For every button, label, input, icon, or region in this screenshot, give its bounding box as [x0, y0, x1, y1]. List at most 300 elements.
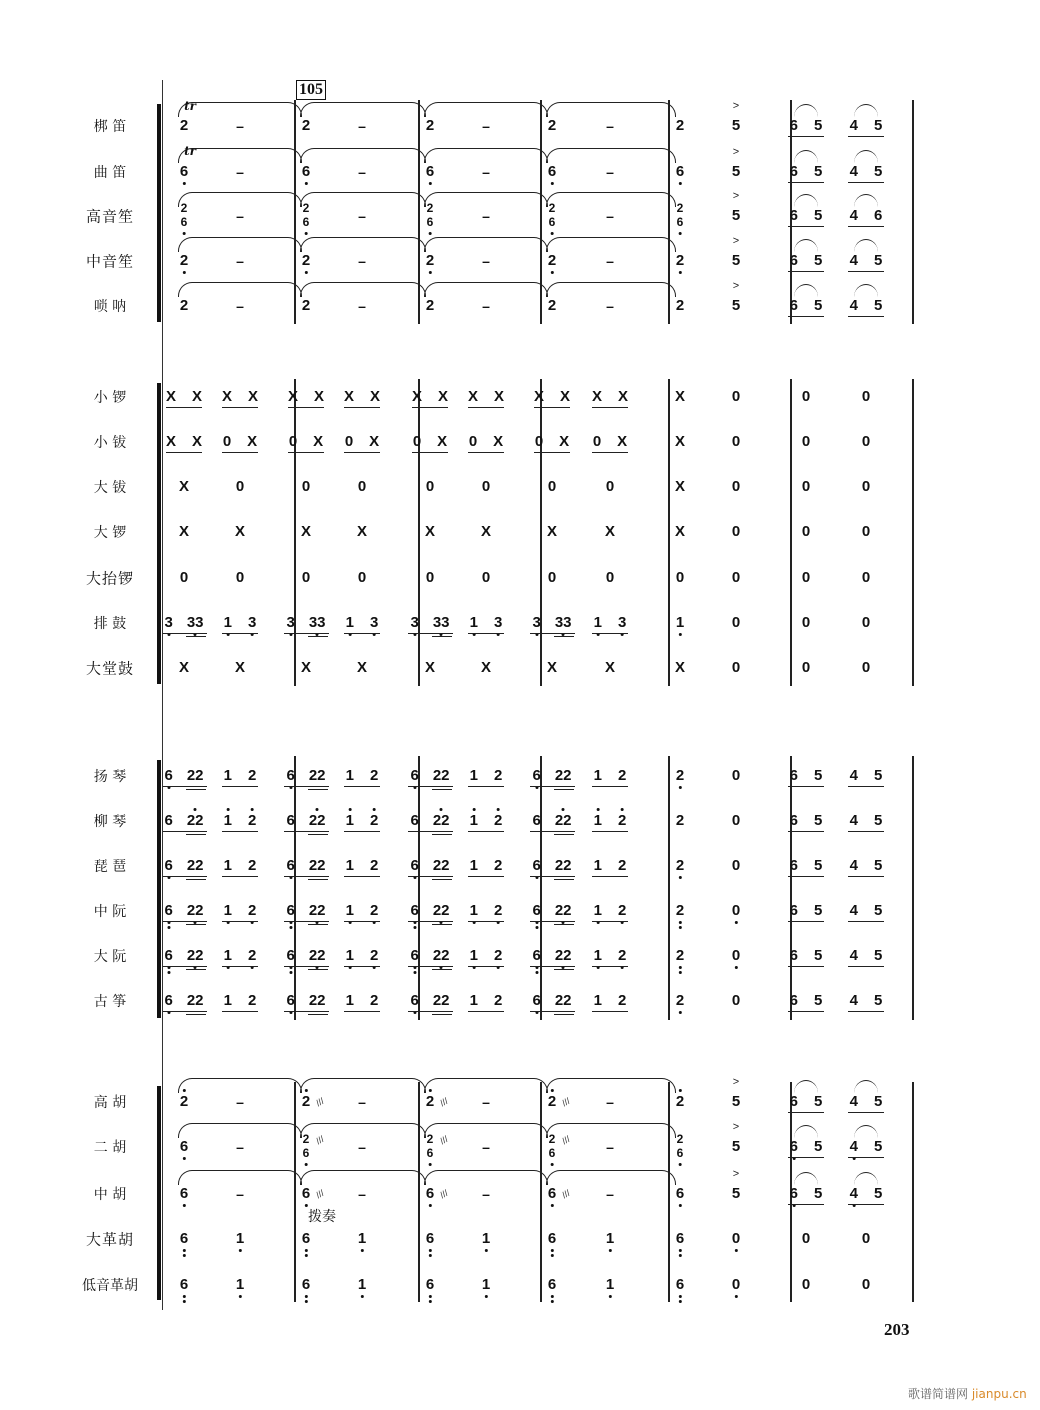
note: 1: [223, 812, 232, 829]
note: 3: [494, 614, 503, 631]
note: 2: [301, 1093, 311, 1110]
accent-icon: >: [732, 235, 740, 247]
note-group: [302, 479, 310, 495]
note-group: [180, 1094, 188, 1110]
beam: [848, 921, 884, 922]
beam: [592, 452, 628, 453]
note-group: [180, 164, 188, 180]
barline: [912, 756, 914, 1020]
note-group: [802, 389, 810, 405]
note: 22: [432, 767, 450, 784]
note: 6: [164, 857, 173, 874]
note: 0: [731, 523, 741, 540]
beam: [534, 407, 570, 408]
phrase-slur: [300, 192, 426, 207]
beam: [408, 1011, 453, 1012]
phrase-slur: [300, 1170, 426, 1185]
tie: [794, 1125, 818, 1138]
note-group: [676, 615, 684, 631]
note-group: [732, 1094, 740, 1110]
note: 6: [286, 902, 295, 919]
note: 2: [179, 252, 189, 269]
note: X: [480, 659, 492, 676]
note-group: [358, 1231, 366, 1247]
beam: [530, 633, 575, 634]
note-group: [790, 903, 823, 919]
barline: [540, 1082, 542, 1302]
phrase-slur: [424, 1078, 548, 1093]
note: 33: [432, 614, 450, 631]
beam: [530, 1011, 575, 1012]
note-group: [548, 164, 556, 180]
note-group: [676, 1277, 684, 1293]
beam: [848, 966, 884, 967]
beam-double: [554, 969, 574, 970]
note: 5: [814, 992, 823, 1009]
accent-icon: >: [732, 1076, 740, 1088]
phrase-slur: [546, 282, 676, 297]
beam: [162, 876, 207, 877]
note-group: [426, 1094, 434, 1110]
note-group: [164, 903, 203, 919]
note: 2: [675, 857, 685, 874]
note: X: [467, 388, 478, 405]
beam: [222, 966, 258, 967]
note-group: [426, 253, 434, 269]
note: 2: [494, 992, 503, 1009]
note: 5: [874, 767, 883, 784]
instrument-label: 小 锣: [93, 390, 127, 406]
note: 2: [675, 767, 685, 784]
note: 6: [410, 857, 419, 874]
note-group: [301, 660, 311, 676]
note-group: [302, 253, 310, 269]
note-group: [426, 479, 434, 495]
note: X: [618, 388, 629, 405]
beam: [530, 921, 575, 922]
accent-icon: >: [732, 190, 740, 202]
note: X: [424, 659, 436, 676]
beam: [592, 966, 628, 967]
note: X: [591, 388, 602, 405]
note-group: [732, 164, 740, 180]
note-group: [850, 208, 883, 224]
instrument-label: 中 胡: [93, 1187, 127, 1203]
phrase-slur: [178, 102, 302, 117]
sustain-dash: –: [358, 1139, 366, 1155]
note: 2: [675, 117, 685, 134]
note-group: [346, 903, 379, 919]
note-group: [732, 434, 740, 450]
beam: [848, 226, 884, 227]
sustain-dash: –: [358, 208, 366, 224]
note: 1: [345, 812, 354, 829]
note-group: [346, 768, 379, 784]
note-group: [358, 479, 366, 495]
note: 0: [301, 569, 311, 586]
note-group: [732, 389, 740, 405]
section-bracket: [157, 383, 161, 684]
note: 0: [801, 1230, 811, 1247]
note-group: [164, 858, 203, 874]
note-group: [594, 813, 627, 829]
note-group: [790, 858, 823, 874]
note: X: [165, 388, 176, 405]
note: 6: [789, 857, 798, 874]
section-bracket: [157, 104, 161, 322]
beam: [222, 921, 258, 922]
note: 6: [532, 812, 541, 829]
note: 1: [675, 614, 685, 631]
trill-mark: tr: [184, 99, 196, 113]
note: 2: [494, 857, 503, 874]
note: X: [560, 388, 571, 405]
barline: [790, 379, 792, 686]
accent-icon: >: [732, 1121, 740, 1133]
note-group: [790, 993, 823, 1009]
note-group: [548, 298, 556, 314]
note: 0: [861, 523, 871, 540]
beam: [468, 876, 504, 877]
note-group: [732, 813, 740, 829]
note: 0: [605, 478, 615, 495]
note: 1: [223, 857, 232, 874]
watermark-cn: 歌谱简谱网: [908, 1387, 969, 1401]
note: 2: [675, 812, 685, 829]
beam: [468, 831, 504, 832]
note: 2: [675, 947, 685, 964]
note-group: [410, 615, 449, 631]
note-group: [224, 768, 257, 784]
watermark: [908, 1385, 1027, 1402]
note-group: [180, 253, 188, 269]
beam: [592, 786, 628, 787]
note: 6: [425, 1276, 435, 1293]
note-group: [532, 858, 571, 874]
beam: [288, 407, 324, 408]
note-group: [164, 768, 203, 784]
note-group: [286, 993, 325, 1009]
sustain-dash: –: [482, 118, 490, 134]
note-group: [676, 570, 684, 586]
note: 6: [675, 1185, 685, 1202]
beam: [592, 407, 628, 408]
note: 6: [874, 207, 883, 224]
phrase-slur: [300, 148, 426, 163]
beam: [592, 831, 628, 832]
note: 0: [801, 614, 811, 631]
note: 0: [179, 569, 189, 586]
beam: [344, 633, 380, 634]
note-group: [790, 164, 823, 180]
note: 5: [874, 1093, 883, 1110]
note: 4: [849, 812, 858, 829]
note: 0: [731, 569, 741, 586]
barline: [790, 756, 792, 1020]
note-bottom: 6: [302, 215, 310, 229]
note-group: [532, 813, 571, 829]
note: 6: [789, 163, 798, 180]
beam-double: [432, 636, 452, 637]
note-group: [410, 993, 449, 1009]
note: 5: [731, 117, 741, 134]
note-group: [547, 660, 557, 676]
note-group: [862, 434, 870, 450]
note: 0: [861, 388, 871, 405]
note-group: [286, 813, 325, 829]
note: 5: [731, 1138, 741, 1155]
note: X: [178, 523, 190, 540]
note-group: [802, 1231, 810, 1247]
sustain-dash: –: [482, 1094, 490, 1110]
note: 1: [605, 1276, 615, 1293]
note: X: [494, 388, 505, 405]
beam: [288, 452, 324, 453]
beam: [468, 1011, 504, 1012]
note: 22: [432, 947, 450, 964]
note: 2: [547, 252, 557, 269]
note-group: [732, 768, 740, 784]
barline: [912, 1082, 914, 1302]
note: 6: [179, 1138, 189, 1155]
note: 2: [547, 297, 557, 314]
trill-mark: tr: [184, 144, 196, 158]
instrument-label: 高 胡: [93, 1095, 127, 1111]
beam-double: [432, 789, 452, 790]
note-group: [481, 524, 491, 540]
instrument-label: 中音笙: [85, 252, 134, 271]
note-group: [346, 993, 379, 1009]
accent-icon: >: [732, 280, 740, 292]
note: 2: [248, 902, 257, 919]
note-group: [224, 993, 257, 1009]
beam: [162, 786, 207, 787]
note-group: [850, 298, 883, 314]
instrument-label: 古 筝: [93, 994, 127, 1010]
note-group: [548, 253, 556, 269]
note: 0: [412, 433, 422, 450]
note: 1: [345, 992, 354, 1009]
note-group: [676, 164, 684, 180]
beam-double: [432, 969, 452, 970]
note: 6: [164, 812, 173, 829]
watermark-en: jianpu.cn: [971, 1387, 1027, 1401]
note: 1: [223, 767, 232, 784]
note: 5: [814, 767, 823, 784]
note-group: [286, 858, 325, 874]
note: 2: [370, 947, 379, 964]
note: 3: [248, 614, 257, 631]
beam: [848, 1157, 884, 1158]
note-group: [346, 813, 379, 829]
note: 6: [789, 1185, 798, 1202]
note: 2: [675, 252, 685, 269]
note: 6: [301, 163, 311, 180]
note: 4: [849, 207, 858, 224]
sustain-dash: –: [358, 1094, 366, 1110]
note: 2: [618, 812, 627, 829]
note: 6: [179, 1276, 189, 1293]
note: 3: [410, 614, 419, 631]
phrase-slur: [424, 1170, 548, 1185]
sustain-dash: –: [606, 208, 614, 224]
note: 22: [308, 857, 326, 874]
note-group: [594, 993, 627, 1009]
beam: [592, 1011, 628, 1012]
note: 3: [370, 614, 379, 631]
beam: [848, 786, 884, 787]
note: 4: [849, 1185, 858, 1202]
note: 6: [789, 1138, 798, 1155]
note-group: [606, 570, 614, 586]
note: 6: [286, 992, 295, 1009]
note-bottom: 6: [426, 215, 434, 229]
sustain-dash: –: [482, 298, 490, 314]
note: 6: [164, 947, 173, 964]
note-group: [732, 253, 740, 269]
note: X: [234, 659, 246, 676]
note: 22: [554, 812, 572, 829]
note: 0: [235, 478, 245, 495]
note-group: [302, 1094, 310, 1110]
tie: [854, 104, 878, 117]
note-group: [790, 948, 823, 964]
note: 2: [179, 297, 189, 314]
phrase-slur: [546, 237, 676, 252]
tie: [854, 194, 878, 207]
note: 6: [410, 767, 419, 784]
instrument-label: 大 阮: [93, 949, 127, 965]
tie: [794, 284, 818, 297]
instrument-label: 二 胡: [93, 1140, 127, 1156]
note-group: [593, 434, 627, 450]
note-group: [862, 1231, 870, 1247]
note: 6: [286, 947, 295, 964]
beam: [222, 786, 258, 787]
tie: [794, 239, 818, 252]
note-group: [802, 615, 810, 631]
note: 22: [554, 947, 572, 964]
note: 2: [675, 992, 685, 1009]
note: 5: [874, 117, 883, 134]
beam-double: [308, 924, 328, 925]
beam-double: [432, 834, 452, 835]
beam-double: [554, 636, 574, 637]
note: X: [674, 523, 686, 540]
note-group: [223, 434, 257, 450]
phrase-slur: [424, 237, 548, 252]
note: 2: [179, 117, 189, 134]
beam-double: [432, 879, 452, 880]
note: 6: [532, 992, 541, 1009]
phrase-slur: [178, 1123, 302, 1138]
note: 22: [186, 902, 204, 919]
note-group: [224, 858, 257, 874]
note-bottom: 6: [548, 1146, 556, 1160]
note: 1: [469, 857, 478, 874]
note-group: [180, 1277, 188, 1293]
note-group: [286, 903, 325, 919]
note: 5: [874, 252, 883, 269]
note: X: [411, 388, 422, 405]
note-group: [676, 1186, 684, 1202]
note-group: [850, 253, 883, 269]
note-group: [675, 434, 685, 450]
instrument-label: 唢 呐: [93, 299, 127, 315]
note-group: [548, 1277, 556, 1293]
note: 6: [286, 767, 295, 784]
note-group: [224, 615, 257, 631]
sustain-dash: –: [358, 298, 366, 314]
note-group: [235, 660, 245, 676]
note-group: [345, 434, 379, 450]
note: 1: [481, 1230, 491, 1247]
note: 22: [432, 857, 450, 874]
note-group: [790, 1094, 823, 1110]
note: X: [617, 433, 628, 450]
note-group: [413, 434, 447, 450]
sustain-dash: –: [236, 298, 244, 314]
note: 0: [861, 478, 871, 495]
phrase-slur: [546, 1170, 676, 1185]
instrument-label: 大革胡: [85, 1230, 134, 1249]
beam: [788, 1112, 824, 1113]
note-group: [605, 524, 615, 540]
note-top: 2: [302, 1132, 310, 1146]
note-group: [850, 993, 883, 1009]
note-group: [532, 903, 571, 919]
beam-double: [186, 834, 206, 835]
beam: [592, 633, 628, 634]
note-group: [594, 858, 627, 874]
note: X: [356, 659, 368, 676]
note: 6: [301, 1230, 311, 1247]
note: 5: [814, 1093, 823, 1110]
sustain-dash: –: [482, 208, 490, 224]
note: 1: [357, 1230, 367, 1247]
note: 1: [345, 857, 354, 874]
note-bottom: 6: [548, 215, 556, 229]
beam: [468, 407, 504, 408]
note: 0: [731, 614, 741, 631]
note: 2: [370, 767, 379, 784]
note-group: [426, 298, 434, 314]
note-group: [164, 993, 203, 1009]
note: 6: [789, 947, 798, 964]
note-group: [850, 948, 883, 964]
note-group: [358, 1277, 366, 1293]
section-bracket: [157, 1086, 161, 1300]
note: 1: [235, 1276, 245, 1293]
note: 0: [731, 659, 741, 676]
beam-double: [308, 969, 328, 970]
note-group: [470, 813, 503, 829]
note: 1: [223, 947, 232, 964]
note: 6: [547, 1185, 557, 1202]
note: 6: [547, 1230, 557, 1247]
note: 2: [494, 767, 503, 784]
section-bracket: [157, 760, 161, 1018]
beam: [166, 407, 202, 408]
note: 4: [849, 1093, 858, 1110]
barline: [418, 756, 420, 1020]
note-group: [790, 298, 823, 314]
phrase-slur: [178, 1078, 302, 1093]
note-group: [862, 570, 870, 586]
note: 2: [618, 992, 627, 1009]
note-group: [164, 615, 203, 631]
note-group: [594, 615, 627, 631]
